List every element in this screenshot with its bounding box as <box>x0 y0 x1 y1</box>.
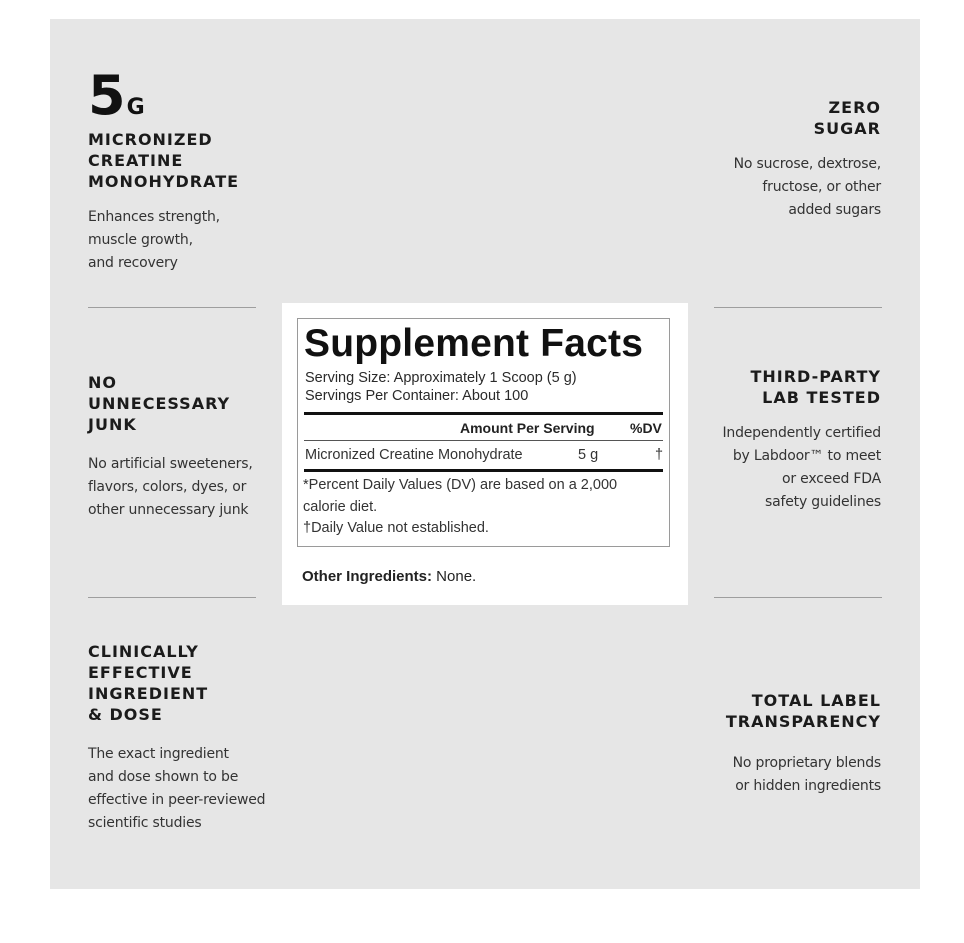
feature-description: Independently certified by Labdoor™ to meet or exceed FDA safety guidelines <box>722 425 881 510</box>
dose-unit: G <box>126 95 145 120</box>
divider <box>714 597 882 598</box>
dv-footnote: *Percent Daily Values (DV) are based on a 2,000 <box>303 477 618 493</box>
dv-footnote-continued: calorie diet. <box>303 499 378 515</box>
divider <box>714 307 882 308</box>
servings-per-container: Servings Per Container: About 100 <box>305 388 529 404</box>
supplement-facts-label <box>297 318 670 547</box>
dose-number: 5 <box>88 64 125 127</box>
other-ingredients <box>302 568 476 585</box>
feature-description: No sucrose, dextrose, fructose, or other added sugars <box>733 156 881 218</box>
dv-not-established-note: †Daily Value not established. <box>303 520 489 536</box>
supplement-facts-title: Supplement Facts <box>304 322 644 365</box>
feature-heading: CLINICALLY EFFECTIVE INGREDIENT & DOSE <box>88 642 209 724</box>
feature-description: No proprietary blends or hidden ingredients <box>732 755 881 794</box>
feature-heading: THIRD-PARTY LAB TESTED <box>750 367 881 407</box>
facts-thin-rule <box>304 440 663 441</box>
ingredient-name: Micronized Creatine Monohydrate <box>305 447 523 463</box>
feature-no-junk <box>88 372 253 522</box>
feature-description: The exact ingredient and dose shown to be effective in peer-reviewed scientific studies <box>88 746 266 831</box>
feature-heading: ZERO SUGAR <box>813 98 881 138</box>
serving-size: Serving Size: Approximately 1 Scoop (5 g) <box>305 370 577 386</box>
feature-description: No artificial sweeteners, flavors, colors, dyes, or other unnecessary junk <box>88 456 253 518</box>
dose-amount <box>88 64 239 127</box>
feature-heading: NO UNNECESSARY JUNK <box>88 373 231 434</box>
ingredient-dv: † <box>655 447 664 463</box>
facts-thick-rule <box>304 412 663 415</box>
feature-creatine <box>88 64 240 275</box>
feature-description: Enhances strength, muscle growth, and recovery <box>88 209 220 271</box>
other-ingredients-label: Other Ingredients: <box>302 568 433 585</box>
feature-third-party <box>722 366 881 514</box>
daily-value-header: %DV <box>630 420 662 436</box>
feature-panel <box>50 19 920 889</box>
feature-heading: TOTAL LABEL TRANSPARENCY <box>725 691 881 731</box>
feature-heading: MICRONIZED CREATINE MONOHYDRATE <box>88 130 240 191</box>
feature-label-transparency <box>726 690 881 798</box>
divider <box>88 597 256 598</box>
feature-zero-sugar <box>734 97 881 222</box>
feature-clinically-effective <box>88 641 265 835</box>
amount-per-serving-header: Amount Per Serving <box>460 420 595 436</box>
facts-thick-rule <box>304 469 663 472</box>
divider <box>88 307 256 308</box>
supplement-facts-card <box>282 303 688 605</box>
ingredient-amount: 5 g <box>578 447 599 463</box>
other-ingredients-value: None. <box>432 568 477 585</box>
